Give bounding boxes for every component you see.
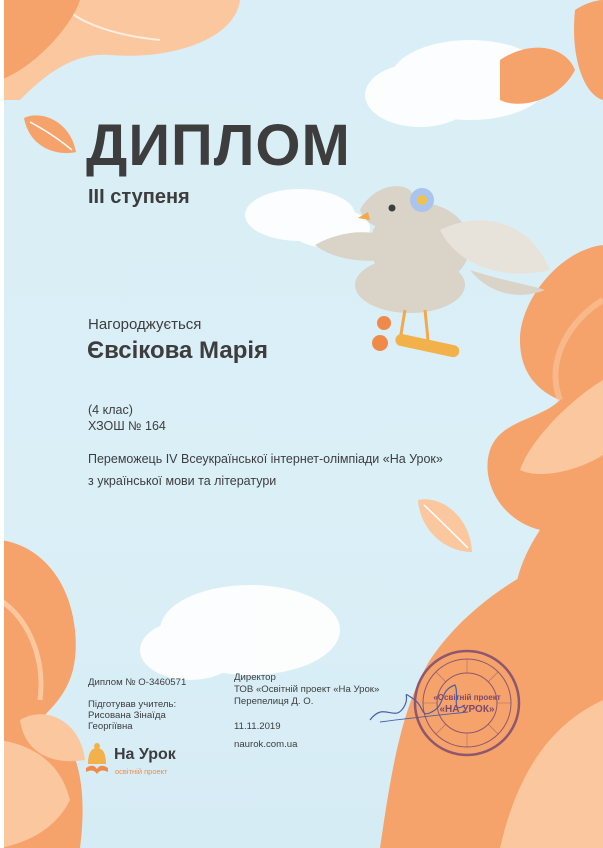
teacher-name-line-2: Георгіївна [88, 721, 133, 732]
flower-icon [410, 188, 434, 212]
website-link[interactable]: naurok.com.ua [234, 739, 298, 750]
logo-subtitle: освітній проект [115, 767, 168, 776]
company-name: ТОВ «Освітній проект «На Урок» [234, 684, 380, 695]
director-label: Директор [234, 672, 276, 683]
stamp-text-line-2: «НА УРОК» [439, 704, 495, 715]
official-seal [412, 648, 522, 758]
description-line-2: з української мови та літератури [88, 474, 277, 488]
teacher-name-line-1: Рисована Зінаїда [88, 710, 166, 721]
diploma-title: ДИПЛОМ [86, 113, 351, 178]
stamp-text-line-1: «Освітній проект [433, 693, 501, 702]
naurok-logo [84, 740, 194, 780]
diploma-date: 11.11.2019 [234, 721, 281, 732]
school-text: ХЗОШ № 164 [88, 419, 166, 433]
awarded-label: Нагороджується [88, 316, 202, 333]
diploma-degree: ІІІ ступеня [88, 186, 190, 208]
bell-icon [84, 742, 110, 776]
recipient-name: Євсікова Марія [87, 337, 269, 364]
grade-text: (4 клас) [88, 403, 133, 417]
bird-illustration [300, 170, 560, 370]
director-name: Перепелиця Д. О. [234, 696, 314, 707]
description-line-1: Переможець IV Всеукраїнської інтернет-олімпіади «На Урок» [88, 452, 443, 466]
logo-name: На Урок [114, 746, 176, 763]
diploma-number: Диплом № О-3460571 [88, 677, 187, 688]
teacher-label: Підготував учитель: [88, 699, 177, 710]
page-edge [0, 0, 4, 848]
